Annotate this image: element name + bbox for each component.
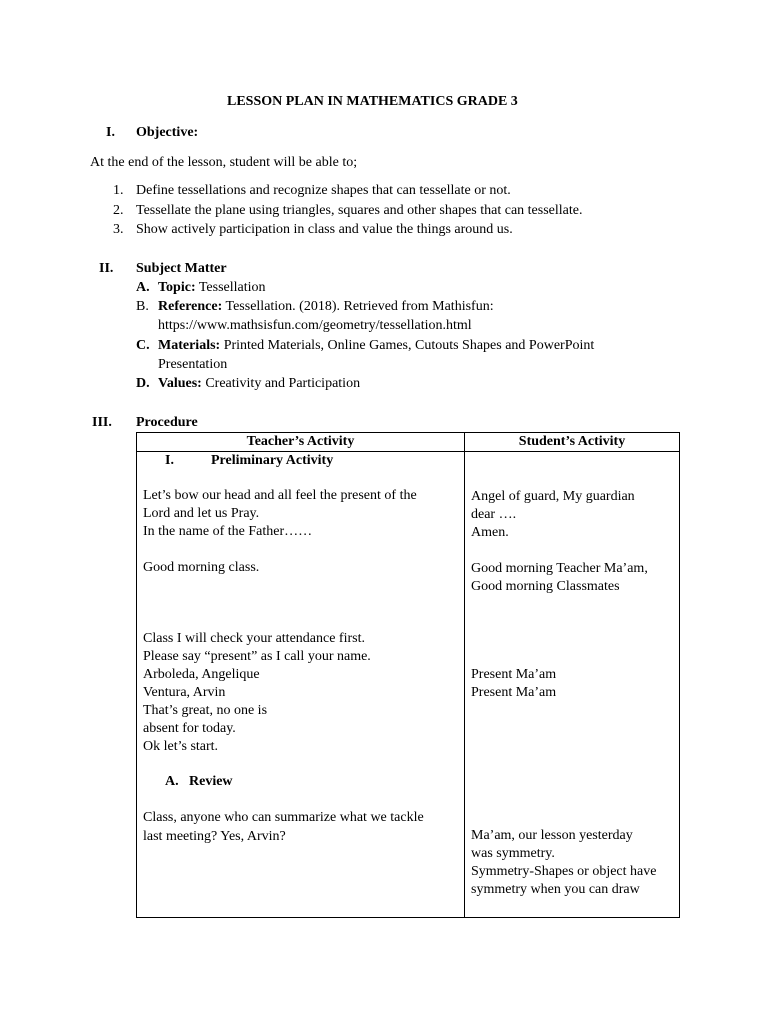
subject-reference xyxy=(158,298,494,316)
objective-number-3: 3. xyxy=(113,222,124,237)
teacher-line: Good morning class. xyxy=(143,560,260,575)
subject-letter-a: A. xyxy=(136,280,150,295)
teacher-review-line: Class, anyone who can summarize what we tackle xyxy=(143,810,424,825)
student-activity-header: Student’s Activity xyxy=(465,433,680,452)
teacher-line: In the name of the Father…… xyxy=(143,524,313,539)
subject-reference-label: Reference: xyxy=(158,299,223,314)
teacher-line: Class I will check your attendance first. xyxy=(143,631,365,646)
subject-materials xyxy=(158,337,594,355)
student-line: Amen. xyxy=(471,525,509,540)
subject-letter-b: B. xyxy=(136,299,149,314)
teacher-line: That’s great, no one is xyxy=(143,703,268,718)
student-line: Ma’am, our lesson yesterday xyxy=(471,828,633,843)
section-3-heading: Procedure xyxy=(136,415,198,430)
section-2-heading: Subject Matter xyxy=(136,261,227,276)
objective-intro: At the end of the lesson, student will be able to; xyxy=(90,155,358,170)
teacher-line: Let’s bow our head and all feel the present of the xyxy=(143,488,417,503)
subject-letter-d: D. xyxy=(136,376,150,391)
subject-topic-label: Topic: xyxy=(158,280,196,295)
subject-values xyxy=(158,375,360,393)
section-3-numeral: III. xyxy=(92,415,112,430)
teacher-line: absent for today. xyxy=(143,721,236,736)
teacher-review-line: last meeting? Yes, Arvin? xyxy=(143,829,286,844)
student-line: Angel of guard, My guardian xyxy=(471,489,635,504)
teacher-activity-cell xyxy=(137,452,465,918)
student-line: symmetry when you can draw xyxy=(471,882,640,897)
subject-reference-url: https://www.mathsisfun.com/geometry/tessellation.html xyxy=(158,318,472,333)
teacher-line: Ok let’s start. xyxy=(143,739,219,754)
student-activity-cell xyxy=(465,452,680,918)
student-line: Good morning Classmates xyxy=(471,579,620,594)
objective-number-2: 2. xyxy=(113,203,124,218)
teacher-activity-header: Teacher’s Activity xyxy=(137,433,465,452)
preliminary-numeral: I. xyxy=(165,453,174,468)
subject-materials-value: Printed Materials, Online Games, Cutouts Shapes and PowerPoint xyxy=(220,338,595,353)
table-header-row xyxy=(137,433,680,452)
subject-topic-value: Tessellation xyxy=(195,280,266,295)
teacher-line: Arboleda, Angelique xyxy=(143,667,260,682)
student-line: Present Ma’am xyxy=(471,685,557,700)
student-line: Good morning Teacher Ma’am, xyxy=(471,561,648,576)
review-heading: Review xyxy=(189,774,233,789)
subject-letter-c: C. xyxy=(136,338,150,353)
table-row xyxy=(137,452,680,918)
section-1-heading: Objective: xyxy=(136,125,199,140)
objective-1: Define tessellations and recognize shapes that can tessellate or not. xyxy=(136,183,511,198)
objective-3: Show actively participation in class and value the things around us. xyxy=(136,222,513,237)
subject-topic xyxy=(158,279,266,297)
review-letter: A. xyxy=(165,774,179,789)
student-line: Symmetry-Shapes or object have xyxy=(471,864,657,879)
subject-materials-label: Materials: xyxy=(158,338,221,353)
section-2-numeral: II. xyxy=(99,261,114,276)
objective-number-1: 1. xyxy=(113,183,124,198)
subject-reference-value: Tessellation. (2018). Retrieved from Mathisfun: xyxy=(222,299,494,314)
procedure-table xyxy=(136,432,680,918)
objective-2: Tessellate the plane using triangles, squares and other shapes that can tessellate. xyxy=(136,203,583,218)
subject-values-value: Creativity and Participation xyxy=(201,376,361,391)
preliminary-heading: Preliminary Activity xyxy=(211,453,334,468)
teacher-line: Lord and let us Pray. xyxy=(143,506,260,521)
teacher-line: Ventura, Arvin xyxy=(143,685,226,700)
subject-materials-cont: Presentation xyxy=(158,357,228,372)
student-line: Present Ma’am xyxy=(471,667,557,682)
teacher-line: Please say “present” as I call your name. xyxy=(143,649,371,664)
page-title: LESSON PLAN IN MATHEMATICS GRADE 3 xyxy=(227,94,518,109)
subject-values-label: Values: xyxy=(158,376,202,391)
section-1-numeral: I. xyxy=(106,125,115,140)
student-line: dear …. xyxy=(471,507,517,522)
student-line: was symmetry. xyxy=(471,846,555,861)
